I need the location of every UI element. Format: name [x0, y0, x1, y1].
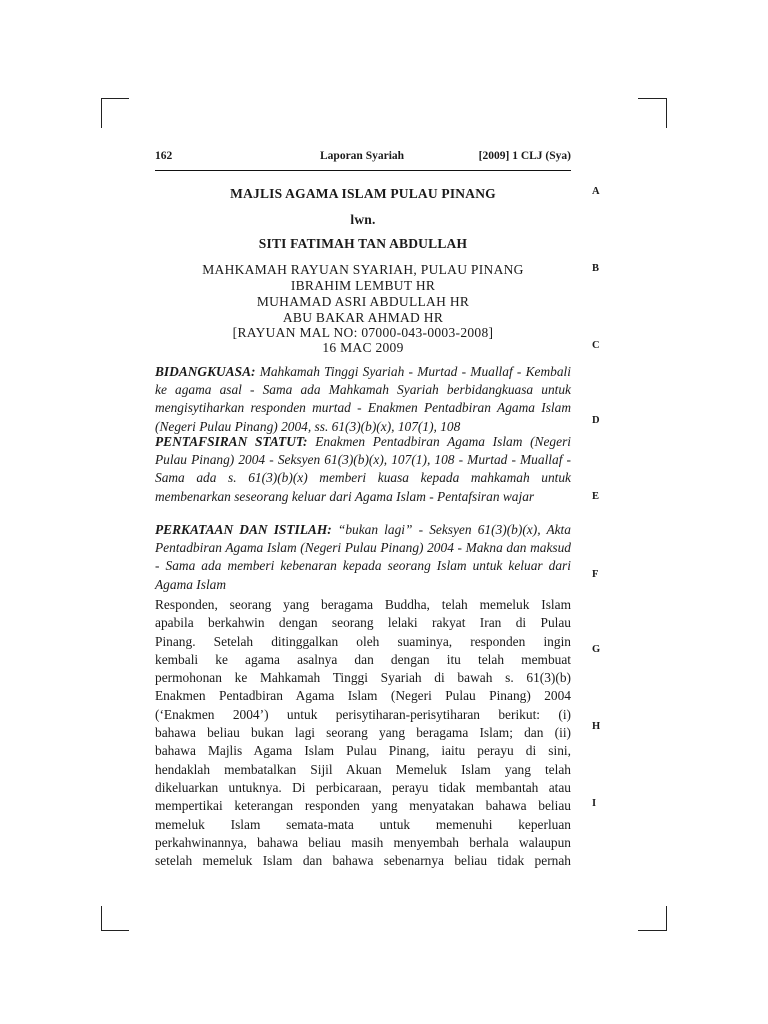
running-header	[155, 150, 571, 166]
catchword-heading: PENTAFSIRAN STATUT:	[155, 434, 308, 449]
catchword-perkataan-istilah	[155, 521, 571, 594]
appeal-number: [RAYUAN MAL NO: 07000-043-0003-2008]	[232, 325, 494, 340]
margin-letter-h: H	[592, 721, 601, 732]
summary-line: mempertikai keterangan responden yang menyatakan bahawa beliau	[155, 798, 571, 814]
report-citation: [2009] 1 CLJ (Sya)	[478, 150, 571, 162]
summary-line: Pinang. Setelah ditinggalkan oleh suaminya, responden ingin	[155, 633, 571, 649]
margin-letter-b: B	[592, 263, 600, 274]
summary-line: (‘Enakmen 2004’) untuk perisytiharan-perisytiharan berikut: (i)	[155, 706, 571, 722]
margin-letter-c: C	[592, 340, 600, 351]
summary-line: perkahwinannya, bahawa beliau masih menyembah berhala walaupun	[155, 834, 571, 850]
crop-mark-top-left-h	[101, 98, 129, 99]
summary-line: setelah memeluk Islam dan bahawa sebenarnya beliau tidak pernah	[155, 853, 571, 869]
catchword-text: Enakmen Pentadbiran Agama Islam (Negeri Pulau Pinang) 2004 - Seksyen 61(3)(b)(x), 107(1), 108 - Murtad - Muallaf - Sama ada s. 61(3)(b)(x) memberi kuasa kepada mahkamah untuk membenarkan seseorang keluar dari Agama Islam - Pentafsiran wajar	[155, 434, 571, 504]
judge-1: IBRAHIM LEMBUT HR	[290, 278, 436, 293]
crop-mark-bottom-left-h	[101, 930, 129, 931]
case-summary	[155, 596, 571, 870]
catchword-pentafsiran-statut	[155, 433, 571, 506]
margin-letter-g: G	[592, 644, 601, 655]
summary-line: hendaklah membatalkan Sijil Akuan Memeluk Islam yang telah	[155, 761, 571, 777]
crop-mark-bottom-right-v	[666, 906, 667, 931]
crop-mark-top-right-v	[666, 98, 667, 128]
summary-line: bahawa beliau bukan lagi seorang yang beragama Islam; dan (ii)	[155, 725, 571, 741]
summary-line: apabila berkahwin dengan seorang lelaki rakyat Iran di Pulau	[155, 615, 571, 631]
catchword-text: Mahkamah Tinggi Syariah - Murtad - Muallaf - Kembali ke agama asal - Sama ada Mahkamah Syariah berbidangkuasa untuk mengisytiharkan responden murtad - Enakmen Pentadbiran Agama Islam (Negeri Pulau Pinang) 2004, ss. 61(3)(b)(x), 107(1), 108	[155, 364, 571, 434]
margin-letter-d: D	[592, 415, 600, 426]
page-number: 162	[155, 150, 173, 162]
versus-label: lwn.	[350, 212, 376, 227]
catchword-heading: PERKATAAN DAN ISTILAH:	[155, 522, 332, 537]
respondent-name: SITI FATIMAH TAN ABDULLAH	[258, 236, 468, 251]
crop-mark-top-left-v	[101, 98, 102, 128]
margin-letter-e: E	[592, 491, 600, 502]
summary-line: Enakmen Pentadbiran Agama Islam (Negeri Pulau Pinang) 2004	[155, 688, 571, 704]
judge-2: MUHAMAD ASRI ABDULLAH HR	[256, 294, 470, 309]
crop-mark-bottom-left-v	[101, 906, 102, 931]
catchword-text: “bukan lagi” - Seksyen 61(3)(b)(x), Akta Pentadbiran Agama Islam (Negeri Pulau Pinang) 2004 - Makna dan maksud - Sama ada memberi kebenaran kepada seorang Islam untuk keluar dari Agama Islam	[155, 522, 571, 592]
summary-line: memeluk Islam semata-mata untuk memenuhi keperluan	[155, 816, 571, 832]
summary-line: permohonan ke Mahkamah Tinggi Syariah di bawah s. 61(3)(b)	[155, 670, 571, 686]
margin-letter-a: A	[592, 186, 600, 197]
catchword-heading: BIDANGKUASA:	[155, 364, 256, 379]
margin-letter-i: I	[592, 798, 597, 809]
header-rule	[155, 170, 571, 171]
summary-line: Responden, seorang yang beragama Buddha, telah memeluk Islam	[155, 597, 571, 612]
judgment-date: 16 MAC 2009	[322, 340, 404, 355]
summary-line: dikeluarkan untuknya. Di perbicaraan, perayu tidak membantah atau	[155, 779, 571, 795]
appellant-name: MAJLIS AGAMA ISLAM PULAU PINANG	[230, 186, 496, 201]
summary-line: bahawa Majlis Agama Islam Pulau Pinang, iaitu perayu di sini,	[155, 743, 571, 759]
crop-mark-bottom-right-h	[638, 930, 666, 931]
catchword-bidangkuasa	[155, 363, 571, 436]
judge-3: ABU BAKAR AHMAD HR	[282, 310, 444, 325]
summary-line: kembali ke agama asalnya dan dengan itu telah membuat	[155, 651, 571, 667]
publication-title: Laporan Syariah	[320, 150, 405, 162]
court-name: MAHKAMAH RAYUAN SYARIAH, PULAU PINANG	[202, 262, 524, 277]
crop-mark-top-right-h	[638, 98, 666, 99]
margin-letter-f: F	[592, 569, 599, 580]
